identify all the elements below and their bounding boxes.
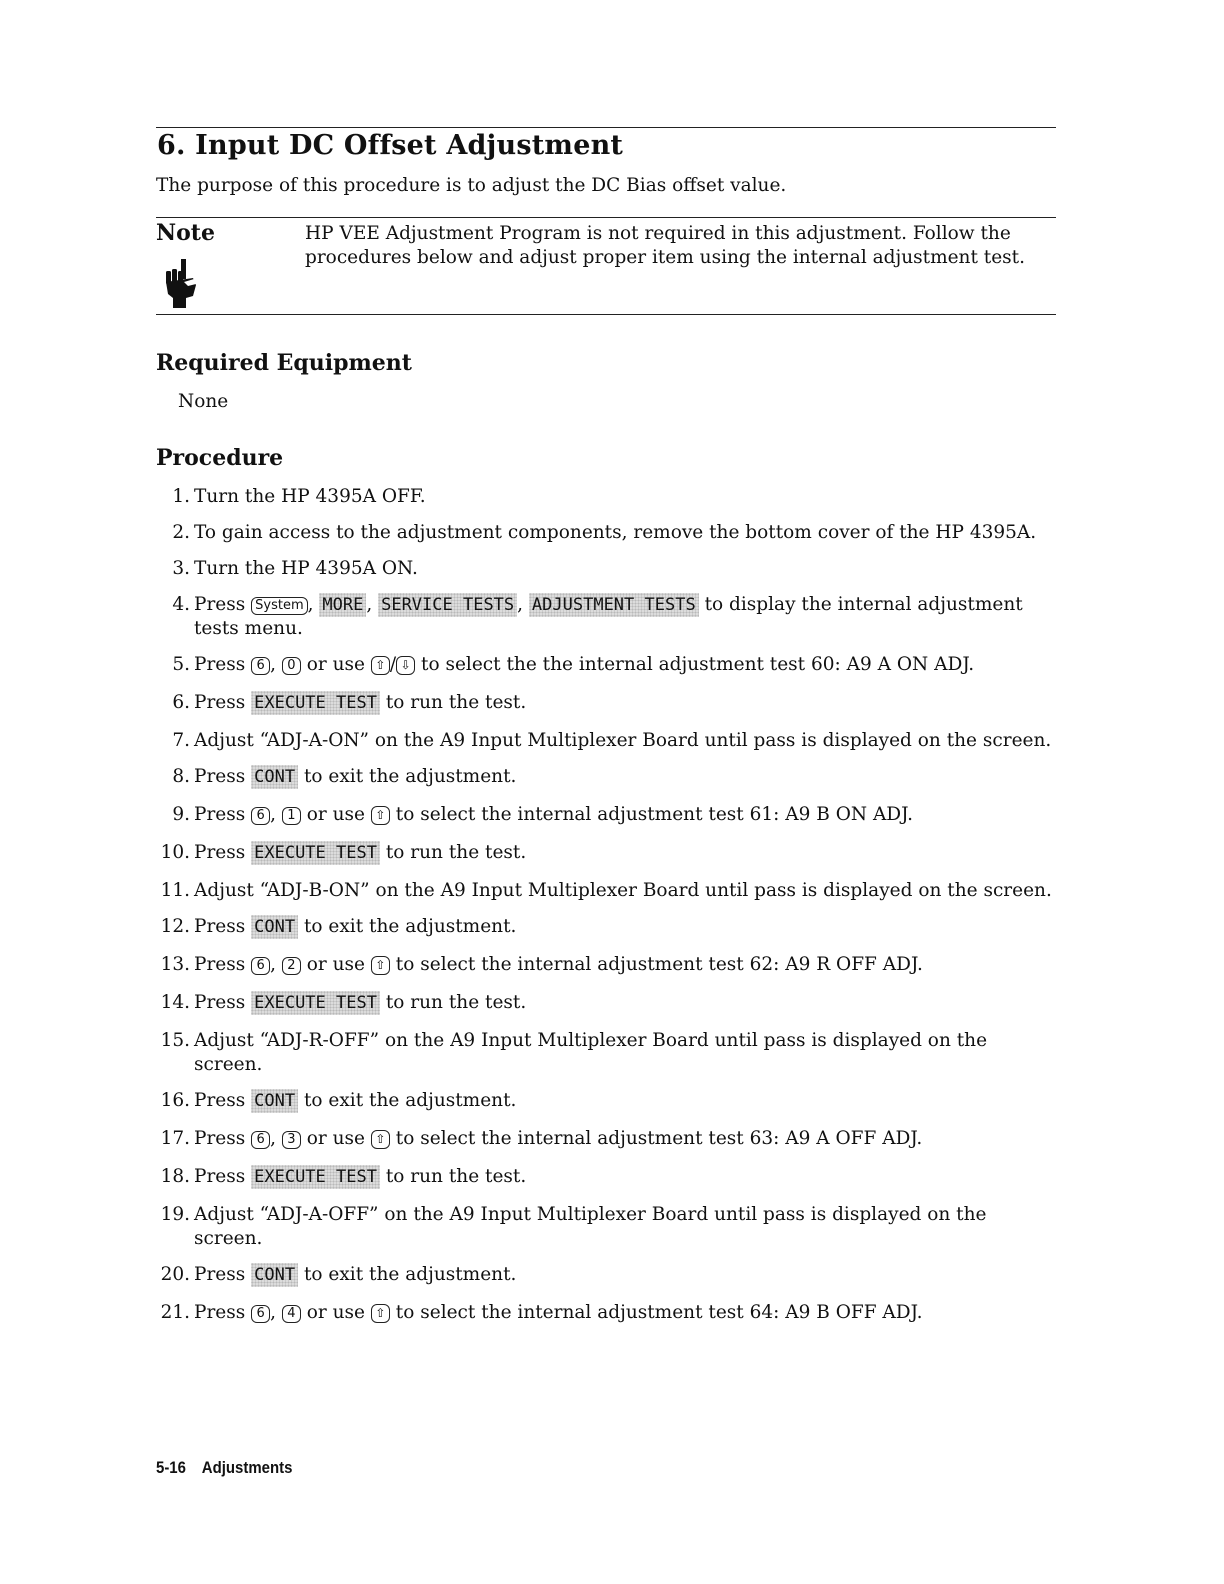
step-mid-text: or use [306, 804, 366, 825]
procedure-step [156, 1263, 1056, 1287]
cont-softkey[interactable]: CONT [251, 765, 298, 789]
step-tail-text: to select the internal adjustment test 64: A9 B OFF ADJ. [395, 1302, 923, 1323]
system-key[interactable]: System [251, 597, 307, 615]
step-text: Adjust “ADJ-A-OFF” on the A9 Input Multiplexer Board until pass is displayed on the screen. [194, 1204, 987, 1249]
step-press-text: Press [194, 992, 246, 1013]
step-tail-text: to run the test. [385, 842, 527, 863]
step-text: Adjust “ADJ-R-OFF” on the A9 Input Multiplexer Board until pass is displayed on the screen. [194, 1030, 988, 1075]
intro-paragraph: The purpose of this procedure is to adjust the DC Bias offset value. [156, 175, 787, 196]
pointing-hand-icon [163, 258, 199, 310]
procedure-steps [156, 485, 1056, 1325]
step-number: 16. [160, 1090, 190, 1111]
top-rule [156, 127, 1056, 128]
procedure-step [156, 691, 1056, 715]
step-press-text: Press [194, 1302, 246, 1323]
procedure-step [156, 557, 1056, 581]
step-press-text: Press [194, 594, 246, 615]
step-number: 19. [160, 1204, 190, 1225]
step-number: 1. [172, 486, 190, 507]
step-number: 9. [172, 804, 190, 825]
step-number: 4. [172, 594, 190, 615]
section-heading: 6. Input DC Offset Adjustment [157, 130, 624, 161]
procedure-step [156, 1165, 1056, 1189]
digit-6-key[interactable]: 6 [251, 657, 270, 675]
procedure-step [156, 729, 1056, 753]
up-arrow-key[interactable] [371, 1130, 390, 1149]
digit-6-key[interactable]: 6 [251, 1131, 270, 1149]
required-equipment-value: None [178, 391, 229, 412]
step-mid-text: or use [306, 1302, 366, 1323]
execute-test-softkey[interactable]: EXECUTE TEST [251, 841, 380, 865]
step-tail-text: to run the test. [385, 692, 527, 713]
step-number: 21. [160, 1302, 190, 1323]
procedure-step: 9. Press 6 , 1 or use ⇧ to select the internal adjustment test 61: A9 B ON ADJ. [156, 803, 1056, 827]
procedure-step: 13. Press 6 , 2 or use ⇧ to select the internal adjustment test 62: A9 R OFF ADJ. [156, 953, 1056, 977]
step-press-text: Press [194, 842, 246, 863]
digit-1-key[interactable]: 1 [282, 807, 301, 825]
execute-test-softkey[interactable]: EXECUTE TEST [251, 1165, 380, 1189]
procedure-step [156, 1029, 1056, 1077]
step-press-text: Press [194, 1090, 246, 1111]
cont-softkey[interactable]: CONT [251, 1263, 298, 1287]
procedure-step [156, 915, 1056, 939]
step-tail-text: to run the test. [385, 992, 527, 1013]
procedure-step [156, 1089, 1056, 1113]
procedure-step [156, 521, 1056, 545]
up-arrow-icon: ⇧ [375, 1306, 386, 1320]
up-arrow-icon: ⇧ [375, 808, 386, 822]
up-arrow-icon: ⇧ [375, 658, 386, 672]
up-arrow-key[interactable] [371, 656, 390, 675]
digit-6-key[interactable]: 6 [251, 957, 270, 975]
step-number: 13. [160, 954, 190, 975]
digit-0-key[interactable]: 0 [282, 657, 301, 675]
procedure-step [156, 765, 1056, 789]
step-text: Turn the HP 4395A OFF. [194, 486, 426, 507]
step-text: Adjust “ADJ-B-ON” on the A9 Input Multiplexer Board until pass is displayed on the screen. [194, 880, 1052, 901]
step-tail-text: to select the internal adjustment test 62: A9 R OFF ADJ. [395, 954, 923, 975]
note-top-rule [156, 217, 1056, 218]
digit-2-key[interactable]: 2 [282, 957, 301, 975]
digit-4-key[interactable]: 4 [282, 1305, 301, 1323]
step-press-text: Press [194, 1128, 246, 1149]
step-text: Adjust “ADJ-A-ON” on the A9 Input Multiplexer Board until pass is displayed on the screen. [194, 730, 1052, 751]
step-press-text: Press [194, 1264, 246, 1285]
down-arrow-icon: ⇩ [400, 658, 411, 672]
step-press-text: Press [194, 692, 246, 713]
adjustment-tests-softkey[interactable]: ADJUSTMENT TESTS [529, 593, 699, 617]
step-text: Turn the HP 4395A ON. [194, 558, 418, 579]
step-text: To gain access to the adjustment components, remove the bottom cover of the HP 4395A. [194, 522, 1037, 543]
note-bottom-rule [156, 314, 1056, 315]
procedure-step [156, 485, 1056, 509]
execute-test-softkey[interactable]: EXECUTE TEST [251, 991, 380, 1015]
step-number: 11. [160, 880, 190, 901]
step-number: 6. [172, 692, 190, 713]
digit-6-key[interactable]: 6 [251, 1305, 270, 1323]
up-arrow-key[interactable] [371, 1304, 390, 1323]
step-tail-text: to exit the adjustment. [303, 1264, 517, 1285]
up-arrow-key[interactable] [371, 956, 390, 975]
step-number: 14. [160, 992, 190, 1013]
step-tail-text: to select the the internal adjustment test 60: A9 A ON ADJ. [421, 654, 975, 675]
footer-section: Adjustments [201, 1458, 293, 1477]
step-number: 2. [172, 522, 190, 543]
step-tail-text: to select the internal adjustment test 61: A9 B ON ADJ. [395, 804, 914, 825]
step-press-text: Press [194, 954, 246, 975]
cont-softkey[interactable]: CONT [251, 1089, 298, 1113]
step-number: 10. [160, 842, 190, 863]
note-label: Note [156, 220, 215, 246]
page-number: 5-16 [156, 1458, 186, 1477]
step-mid-text: or use [306, 654, 366, 675]
note-text: HP VEE Adjustment Program is not required in this adjustment. Follow the procedures below and adjust proper item using the internal adjustment test. [305, 223, 1025, 268]
step-press-text: Press [194, 1166, 246, 1187]
step-tail-text: to display the internal adjustment tests menu. [194, 594, 1023, 639]
procedure-step: 21. Press 6 , 4 or use ⇧ to select the internal adjustment test 64: A9 B OFF ADJ. [156, 1301, 1056, 1325]
procedure-title: Procedure [156, 445, 284, 471]
step-number: 7. [172, 730, 190, 751]
required-equipment-title: Required Equipment [156, 350, 412, 376]
more-softkey[interactable]: MORE [319, 593, 366, 617]
digit-6-key[interactable]: 6 [251, 807, 270, 825]
procedure-step [156, 879, 1056, 903]
step-number: 8. [172, 766, 190, 787]
step-press-text: Press [194, 766, 246, 787]
execute-test-softkey[interactable]: EXECUTE TEST [251, 691, 380, 715]
step-number: 20. [160, 1264, 190, 1285]
up-arrow-icon: ⇧ [375, 1132, 386, 1146]
procedure-step: 5. Press 6 , 0 or use ⇧ / ⇩ to select the the internal adjustment test 60: A9 A ON ADJ. [156, 653, 1056, 677]
step-mid-text: or use [306, 1128, 366, 1149]
step-tail-text: to run the test. [385, 1166, 527, 1187]
step-press-text: Press [194, 804, 246, 825]
step-number: 12. [160, 916, 190, 937]
procedure-step [156, 1203, 1056, 1251]
step-tail-text: to exit the adjustment. [303, 1090, 517, 1111]
step-mid-text: or use [306, 954, 366, 975]
page-footer [156, 1458, 292, 1478]
procedure-step: 17. Press 6 , 3 or use ⇧ to select the internal adjustment test 63: A9 A OFF ADJ. [156, 1127, 1056, 1151]
procedure-step [156, 991, 1056, 1015]
step-number: 17. [160, 1128, 190, 1149]
step-number: 3. [172, 558, 190, 579]
up-arrow-key[interactable] [371, 806, 390, 825]
digit-3-key[interactable]: 3 [282, 1131, 301, 1149]
step-tail-text: to exit the adjustment. [303, 766, 517, 787]
step-press-text: Press [194, 916, 246, 937]
down-arrow-key[interactable] [396, 656, 415, 675]
step-tail-text: to select the internal adjustment test 63: A9 A OFF ADJ. [395, 1128, 923, 1149]
step-number: 5. [172, 654, 190, 675]
service-tests-softkey[interactable]: SERVICE TESTS [378, 593, 517, 617]
step-number: 18. [160, 1166, 190, 1187]
up-arrow-icon: ⇧ [375, 958, 386, 972]
step-tail-text: to exit the adjustment. [303, 916, 517, 937]
step-press-text: Press [194, 654, 246, 675]
procedure-step: 4. Press System , MORE , SERVICE TESTS , ADJUSTMENT TESTS to display the internal adjustment tests menu. [156, 593, 1056, 641]
step-number: 15. [160, 1030, 190, 1051]
cont-softkey[interactable]: CONT [251, 915, 298, 939]
procedure-step [156, 841, 1056, 865]
